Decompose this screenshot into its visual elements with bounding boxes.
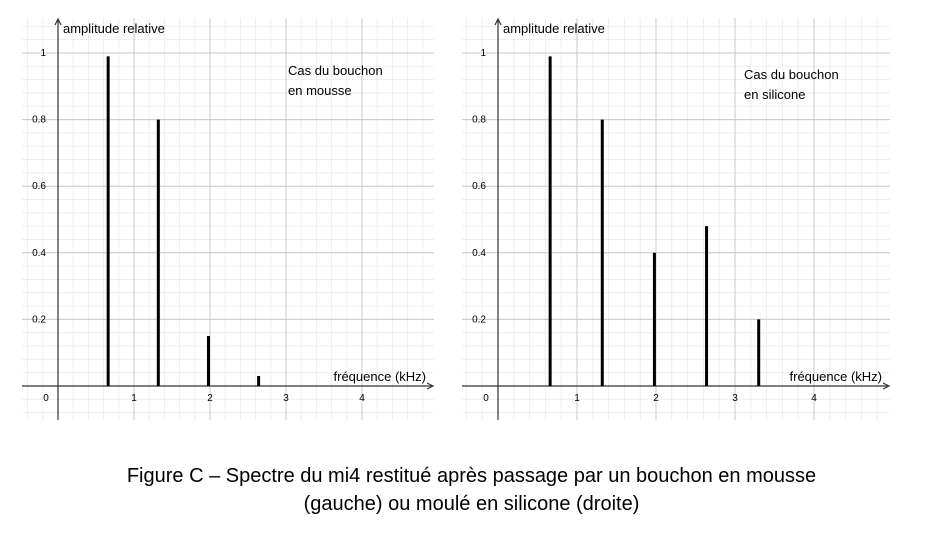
y-tick-label: 0.8 — [472, 114, 486, 126]
x-tick-label: 3 — [283, 393, 289, 404]
y-tick-label: 0.2 — [32, 314, 46, 326]
caption-line-1: Figure C – Spectre du mi4 restitué après passage par un bouchon en mousse — [126, 465, 817, 487]
annotation-silicone: en silicone — [744, 87, 806, 102]
y-tick-label: 0.4 — [32, 247, 46, 259]
y-tick-label: 0.2 — [472, 314, 486, 326]
annotation-mousse: en mousse — [288, 83, 352, 98]
x-tick-label: 1 — [574, 393, 580, 404]
y-tick-label: 0.8 — [32, 114, 46, 126]
x-tick-label: 3 — [732, 393, 738, 404]
y-tick-label: 1 — [40, 48, 46, 59]
figure-caption — [0, 462, 943, 518]
x-tick-label: 0 — [483, 393, 489, 404]
y-tick-label: 0.6 — [32, 181, 46, 193]
annotation-mousse: Cas du bouchon — [288, 63, 383, 78]
x-axis-label: fréquence (kHz) — [333, 369, 426, 384]
grid — [22, 18, 434, 420]
x-axis-label: fréquence (kHz) — [789, 369, 882, 384]
x-tick-label: 4 — [811, 393, 817, 404]
chart-panel-silicone — [462, 18, 890, 420]
x-tick-label: 4 — [359, 393, 365, 404]
x-tick-label: 2 — [653, 393, 659, 404]
y-axis-label: amplitude relative — [503, 21, 605, 36]
x-tick-label: 1 — [131, 393, 137, 404]
y-tick-label: 0.4 — [472, 247, 486, 259]
y-tick-label: 1 — [480, 48, 486, 59]
caption-line-2: (gauche) ou moulé en silicone (droite) — [303, 493, 640, 515]
x-tick-label: 0 — [43, 393, 49, 404]
y-axis-label: amplitude relative — [63, 21, 165, 36]
chart-panel-mousse — [22, 18, 434, 420]
x-tick-label: 2 — [207, 393, 213, 404]
annotation-silicone: Cas du bouchon — [744, 67, 839, 82]
y-tick-label: 0.6 — [472, 181, 486, 193]
